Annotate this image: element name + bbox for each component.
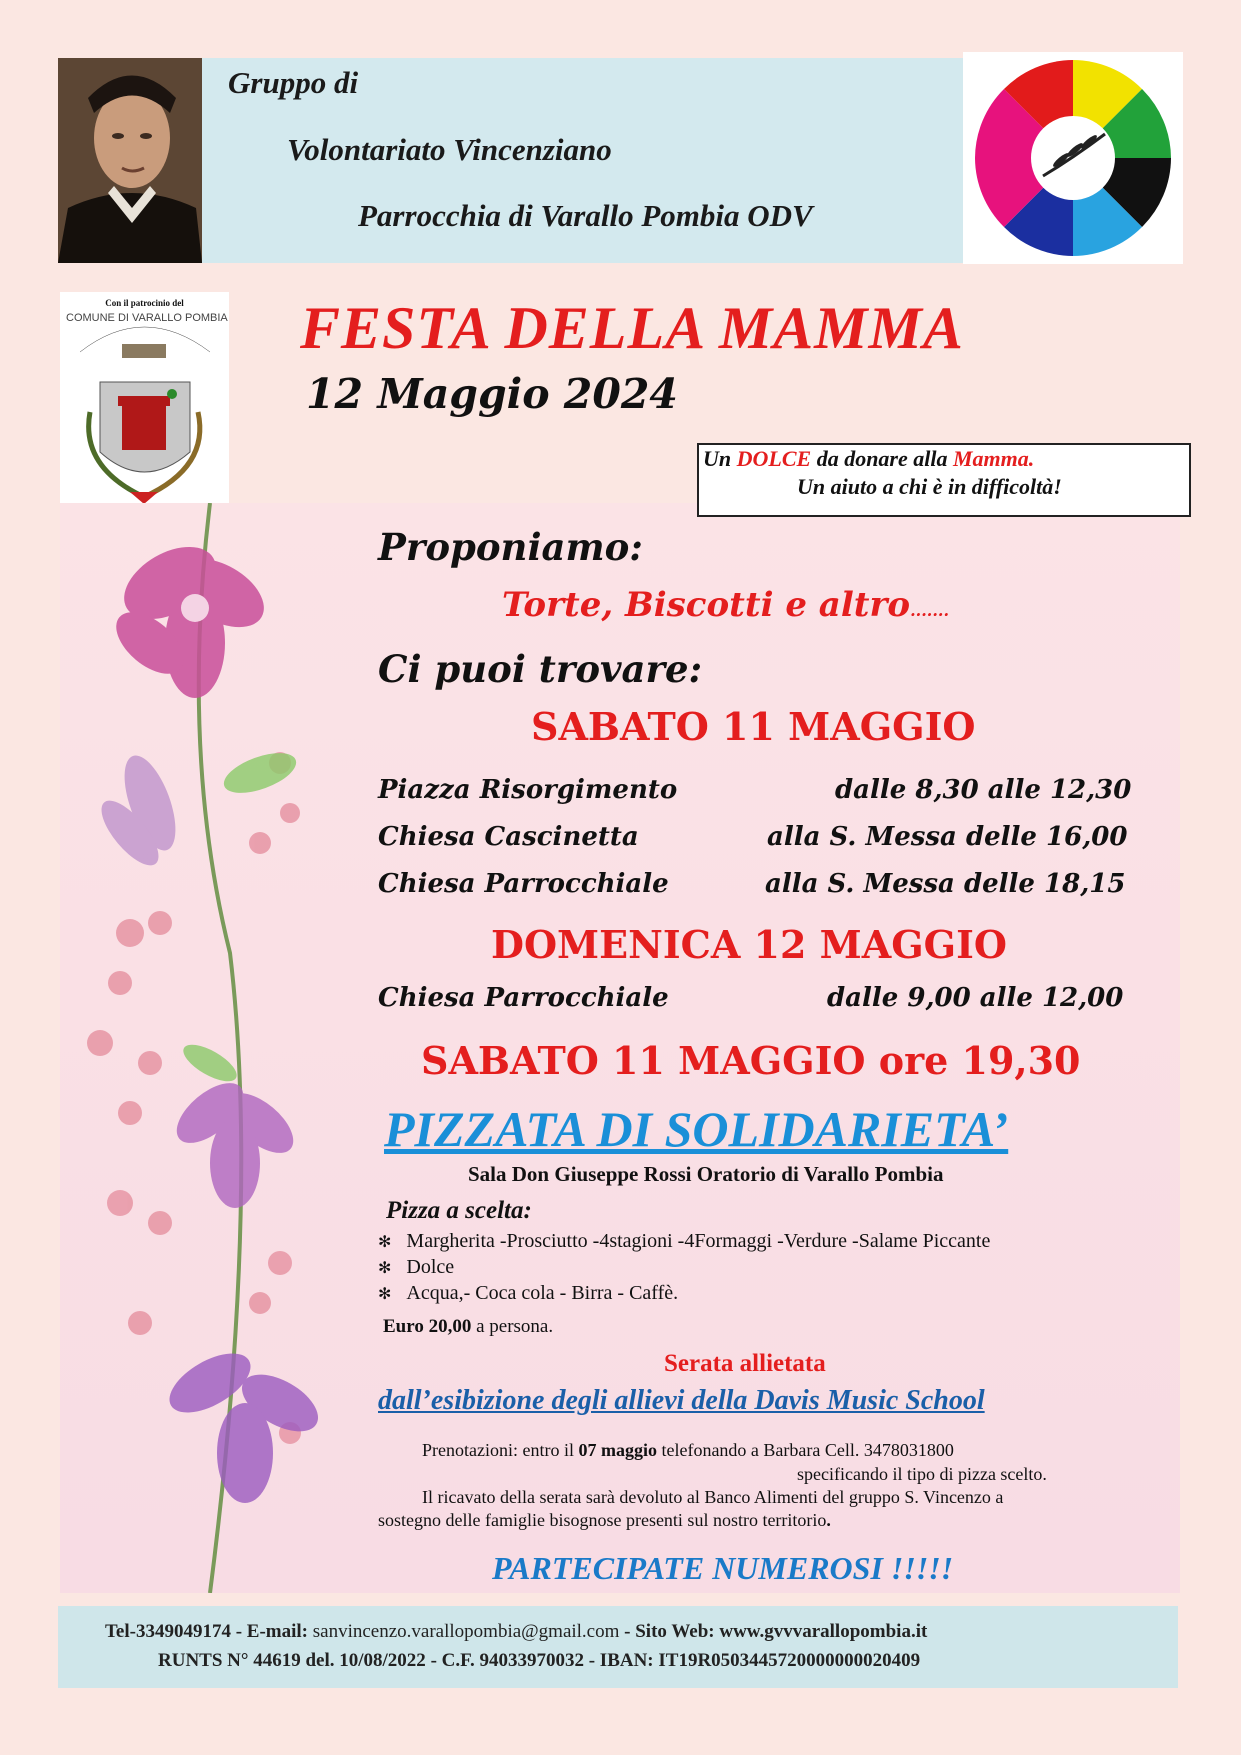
booking-pre: Prenotazioni: entro il — [422, 1440, 579, 1460]
pizza-item-2-text: Dolce — [406, 1256, 455, 1278]
footer-cf-iban: - C.F. 94033970032 - IBAN: IT19R0503445720000000020409 — [425, 1650, 921, 1671]
footer-tel: Tel-3349049174 - E-mail: — [105, 1621, 309, 1642]
footer-line-1 — [105, 1621, 927, 1643]
event-date: 12 Maggio 2024 — [306, 370, 678, 418]
saturday-time-3: alla S. Messa delle 18,15 — [765, 869, 1126, 899]
footer-email: sanvincenzo.varallopombia@gmail.com — [308, 1621, 620, 1642]
saturday-place-3: Chiesa Parrocchiale — [378, 869, 669, 899]
dolce-line-2: Un aiuto a chi è in difficoltà! — [797, 474, 1062, 499]
footer-runts: RUNTS N° 44619 del. 10/08/2022 — [158, 1650, 426, 1671]
header-line-3: Parrocchia di Varallo Pombia ODV — [358, 198, 813, 233]
flower-illustration-icon — [60, 503, 330, 1593]
event-title: FESTA DELLA MAMMA — [300, 295, 964, 361]
offer-text — [502, 585, 949, 625]
footer-band — [58, 1606, 1178, 1688]
proceeds-line-2 — [378, 1510, 831, 1531]
dolce-pre: Un — [703, 446, 737, 471]
pizza-item-3-text: Acqua,- Coca cola - Birra - Caffè. — [406, 1282, 679, 1304]
dolce-mid: da donare alla — [811, 446, 953, 471]
booking-phone: telefonando a Barbara Cell. 3478031800 — [656, 1440, 954, 1460]
saturday-time-1: dalle 8,30 alle 12,30 — [835, 775, 1132, 805]
footer-line-2 — [158, 1650, 920, 1672]
pizza-event-when: SABATO 11 MAGGIO ore 19,30 — [421, 1038, 1081, 1083]
pizzata-title: PIZZATA DI SOLIDARIETA’ — [384, 1101, 1009, 1157]
pizza-choice-heading: Pizza a scelta: — [386, 1197, 532, 1224]
patronage-box — [60, 292, 229, 533]
pizza-item-3 — [378, 1282, 678, 1305]
booking-date: 07 maggio — [578, 1440, 657, 1460]
mamma-word: Mamma. — [952, 446, 1035, 471]
patronage-label: Con il patrocinio del — [105, 298, 184, 308]
price-line — [383, 1316, 553, 1338]
sunday-heading: DOMENICA 12 MAGGIO — [491, 922, 1007, 967]
offer-dots: ....... — [910, 601, 950, 620]
proceeds-text: sostegno delle famiglie bisognose presenti sul nostro territorio — [378, 1510, 827, 1530]
price-amount: Euro 20,00 — [383, 1316, 472, 1337]
serata-heading: Serata allietata — [664, 1350, 826, 1377]
price-per-person: a persona. — [471, 1316, 554, 1337]
footer-web: - Sito Web: www.gvvvarallopombia.it — [619, 1621, 928, 1642]
header-line-1: Gruppo di — [228, 65, 359, 100]
pizza-venue: Sala Don Giuseppe Rossi Oratorio di Varallo Pombia — [468, 1162, 944, 1186]
saturday-time-2: alla S. Messa delle 16,00 — [767, 822, 1128, 852]
bullet-star-icon: ✻ — [378, 1234, 392, 1251]
sunday-place-1: Chiesa Parrocchiale — [378, 983, 669, 1013]
booking-line-2: specificando il tipo di pizza scelto. — [797, 1464, 1047, 1484]
dolce-word: DOLCE — [736, 446, 812, 471]
trovare-heading: Ci puoi trovare: — [378, 647, 703, 691]
offer-items: Torte, Biscotti e altro — [502, 585, 911, 625]
davis-music-school-text: dall’esibizione degli allievi della Davis Music School — [378, 1385, 985, 1416]
booking-line-1 — [422, 1440, 954, 1461]
saint-portrait-image — [58, 58, 202, 263]
saturday-place-1: Piazza Risorgimento — [378, 775, 678, 805]
saturday-heading: SABATO 11 MAGGIO — [531, 704, 976, 749]
pizza-item-1-text: Margherita -Prosciutto -4stagioni -4Formaggi -Verdure -Salame Piccante — [406, 1230, 991, 1252]
dolce-line-1 — [703, 446, 1034, 472]
proceeds-end: . — [826, 1510, 831, 1530]
closing-call: PARTECIPATE NUMEROSI !!!!! — [492, 1550, 954, 1586]
bullet-star-icon: ✻ — [378, 1260, 392, 1277]
proponiamo-heading: Proponiamo: — [378, 525, 643, 569]
vincentian-logo-icon — [963, 52, 1183, 264]
comune-label: COMUNE DI VARALLO POMBIA — [66, 312, 228, 324]
pizza-item-2 — [378, 1256, 454, 1279]
sunday-time-1: dalle 9,00 alle 12,00 — [827, 983, 1124, 1013]
pizza-item-1 — [378, 1230, 990, 1253]
header-line-2: Volontariato Vincenziano — [287, 132, 612, 167]
proceeds-line-1: Il ricavato della serata sarà devoluto al Banco Alimenti del gruppo S. Vincenzo a — [422, 1487, 1004, 1507]
saturday-place-2: Chiesa Cascinetta — [378, 822, 639, 852]
bullet-star-icon: ✻ — [378, 1286, 392, 1303]
